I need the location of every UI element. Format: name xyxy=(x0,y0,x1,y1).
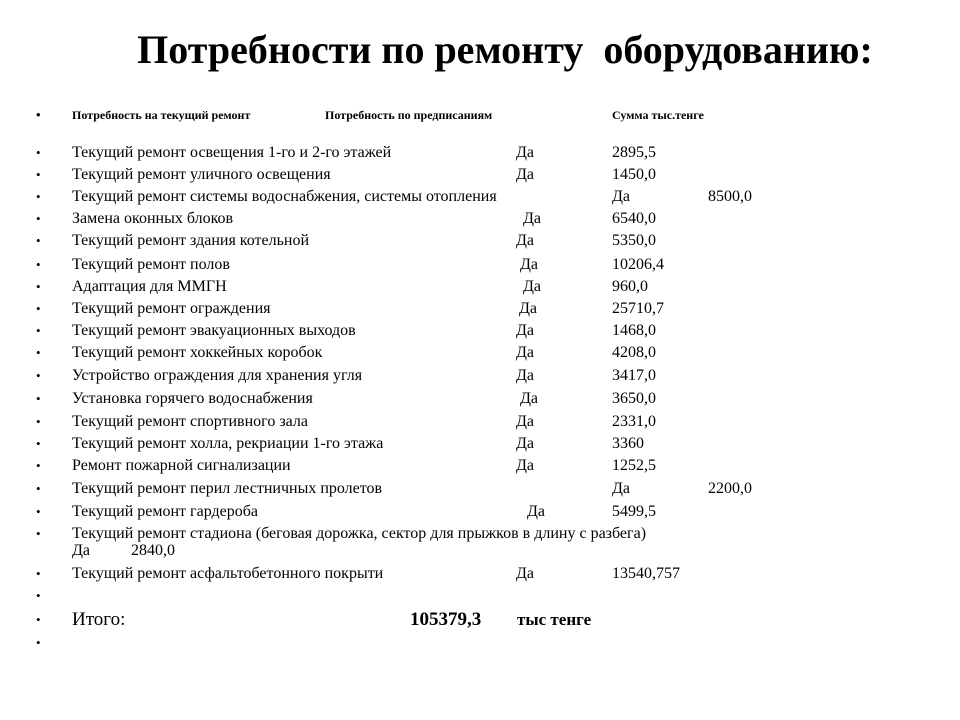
item-text: Текущий ремонт здания котельной xyxy=(72,232,310,249)
bullet: • xyxy=(36,189,41,204)
bullet: • xyxy=(36,323,41,338)
total-unit: тыс тенге xyxy=(517,610,592,629)
list-item xyxy=(0,187,960,207)
item-sum: 3650,0 xyxy=(612,390,656,407)
total-value: 105379,3 xyxy=(410,609,482,630)
list-item xyxy=(0,299,960,319)
bullet: • xyxy=(36,167,41,182)
item-sum: 1450,0 xyxy=(612,166,656,183)
bullet: • xyxy=(36,566,41,581)
empty-list-item xyxy=(0,586,960,606)
item-sum: 3360 xyxy=(612,435,644,452)
item-flag: Да xyxy=(516,232,535,249)
list-item xyxy=(0,389,960,409)
item-sum: 2200,0 xyxy=(708,480,752,497)
item-sum: 1468,0 xyxy=(612,322,656,339)
item-flag: Да xyxy=(516,457,535,474)
item-text: Текущий ремонт спортивного зала xyxy=(72,413,308,430)
item-sum: 3417,0 xyxy=(612,367,656,384)
bullet: • xyxy=(36,211,41,226)
empty-list-item xyxy=(0,633,960,653)
total-row xyxy=(0,607,960,633)
item-text: Ремонт пожарной сигнализации xyxy=(72,457,291,474)
item-sum: 5499,5 xyxy=(612,503,656,520)
page-title: Потребности по ремонту оборудованию: xyxy=(137,27,873,72)
list-item xyxy=(0,321,960,341)
bullet: • xyxy=(36,107,41,122)
list-item xyxy=(0,277,960,297)
bullet: • xyxy=(36,368,41,383)
bullet: • xyxy=(36,436,41,451)
list-item xyxy=(0,366,960,386)
item-sum: 25710,7 xyxy=(612,300,664,317)
item-sum: 10206,4 xyxy=(612,256,664,273)
bullet: • xyxy=(36,345,41,360)
list-item xyxy=(0,343,960,363)
item-sum: 2895,5 xyxy=(612,144,656,161)
item-text: Текущий ремонт холла, рекриации 1-го этажа xyxy=(72,435,384,452)
item-text: Текущий ремонт освещения 1-го и 2-го этажей xyxy=(72,144,392,161)
item-flag: Да xyxy=(516,435,535,452)
bullet: • xyxy=(36,414,41,429)
item-flag: Да xyxy=(516,322,535,339)
item-text: Текущий ремонт асфальтобетонного покрыти xyxy=(72,565,384,582)
item-flag: Да xyxy=(516,565,535,582)
item-sum: 960,0 xyxy=(612,278,648,295)
list-item-continuation xyxy=(0,541,960,561)
item-flag: Да xyxy=(516,144,535,161)
item-sum: 6540,0 xyxy=(612,210,656,227)
item-sum: 5350,0 xyxy=(612,232,656,249)
bullet: • xyxy=(36,612,41,627)
item-flag: Да xyxy=(612,188,631,205)
item-text: Замена оконных блоков xyxy=(72,210,234,227)
list-item xyxy=(0,456,960,476)
item-flag: Да xyxy=(527,503,546,520)
bullet: • xyxy=(36,526,41,541)
bullet: • xyxy=(36,635,41,650)
item-sum: 8500,0 xyxy=(708,188,752,205)
item-text: Текущий ремонт системы водоснабжения, системы отопления xyxy=(72,188,497,205)
item-text: Текущий ремонт уличного освещения xyxy=(72,166,331,183)
item-text: Текущий ремонт гардероба xyxy=(72,503,258,520)
item-text: Текущий ремонт перил лестничных пролетов xyxy=(72,480,383,497)
item-text: Текущий ремонт полов xyxy=(72,256,230,273)
header-col-sum: Сумма тыс.тенге xyxy=(612,108,704,122)
list-item xyxy=(0,231,960,251)
item-flag: Да xyxy=(516,413,535,430)
list-item xyxy=(0,209,960,229)
item-flag: Да xyxy=(523,278,542,295)
item-sum: 2331,0 xyxy=(612,413,656,430)
item-flag: Да xyxy=(516,344,535,361)
bullet: • xyxy=(36,257,41,272)
bullet: • xyxy=(36,504,41,519)
item-flag: Да xyxy=(519,300,538,317)
item-flag: Да xyxy=(520,390,539,407)
list-item xyxy=(0,143,960,163)
header-row xyxy=(0,105,960,125)
item-text: Текущий ремонт стадиона (беговая дорожка, сектор для прыжков в длину с разбега) xyxy=(72,525,647,542)
bullet: • xyxy=(36,279,41,294)
bullet: • xyxy=(36,391,41,406)
item-sum: 4208,0 xyxy=(612,344,656,361)
item-text: Текущий ремонт хоккейных коробок xyxy=(72,344,323,361)
item-text: Установка горячего водоснабжения xyxy=(72,390,313,407)
bullet: • xyxy=(36,233,41,248)
item-text: Адаптация для ММГН xyxy=(72,278,227,295)
item-flag: Да xyxy=(520,256,539,273)
bullet: • xyxy=(36,458,41,473)
item-text: Устройство ограждения для хранения угля xyxy=(72,367,363,384)
list-item xyxy=(0,412,960,432)
header-col-current-repair: Потребность на текущий ремонт xyxy=(72,108,251,122)
item-flag: Да xyxy=(516,166,535,183)
bullet: • xyxy=(36,145,41,160)
item-sum: 2840,0 xyxy=(131,542,175,559)
bullet: • xyxy=(36,301,41,316)
item-flag: Да xyxy=(523,210,542,227)
list-item xyxy=(0,502,960,522)
list-item xyxy=(0,479,960,499)
list-item xyxy=(0,255,960,275)
item-flag: Да xyxy=(72,542,91,559)
item-flag: Да xyxy=(516,367,535,384)
list-item xyxy=(0,564,960,584)
item-sum: 13540,757 xyxy=(612,565,680,582)
item-text: Текущий ремонт эвакуационных выходов xyxy=(72,322,356,339)
list-item xyxy=(0,165,960,185)
bullet: • xyxy=(36,588,41,603)
bullet: • xyxy=(36,481,41,496)
item-sum: 1252,5 xyxy=(612,457,656,474)
total-label: Итого: xyxy=(72,609,126,630)
item-flag: Да xyxy=(612,480,631,497)
list-item xyxy=(0,434,960,454)
item-text: Текущий ремонт ограждения xyxy=(72,300,271,317)
header-col-prescriptions: Потребность по предписаниям xyxy=(325,108,493,122)
